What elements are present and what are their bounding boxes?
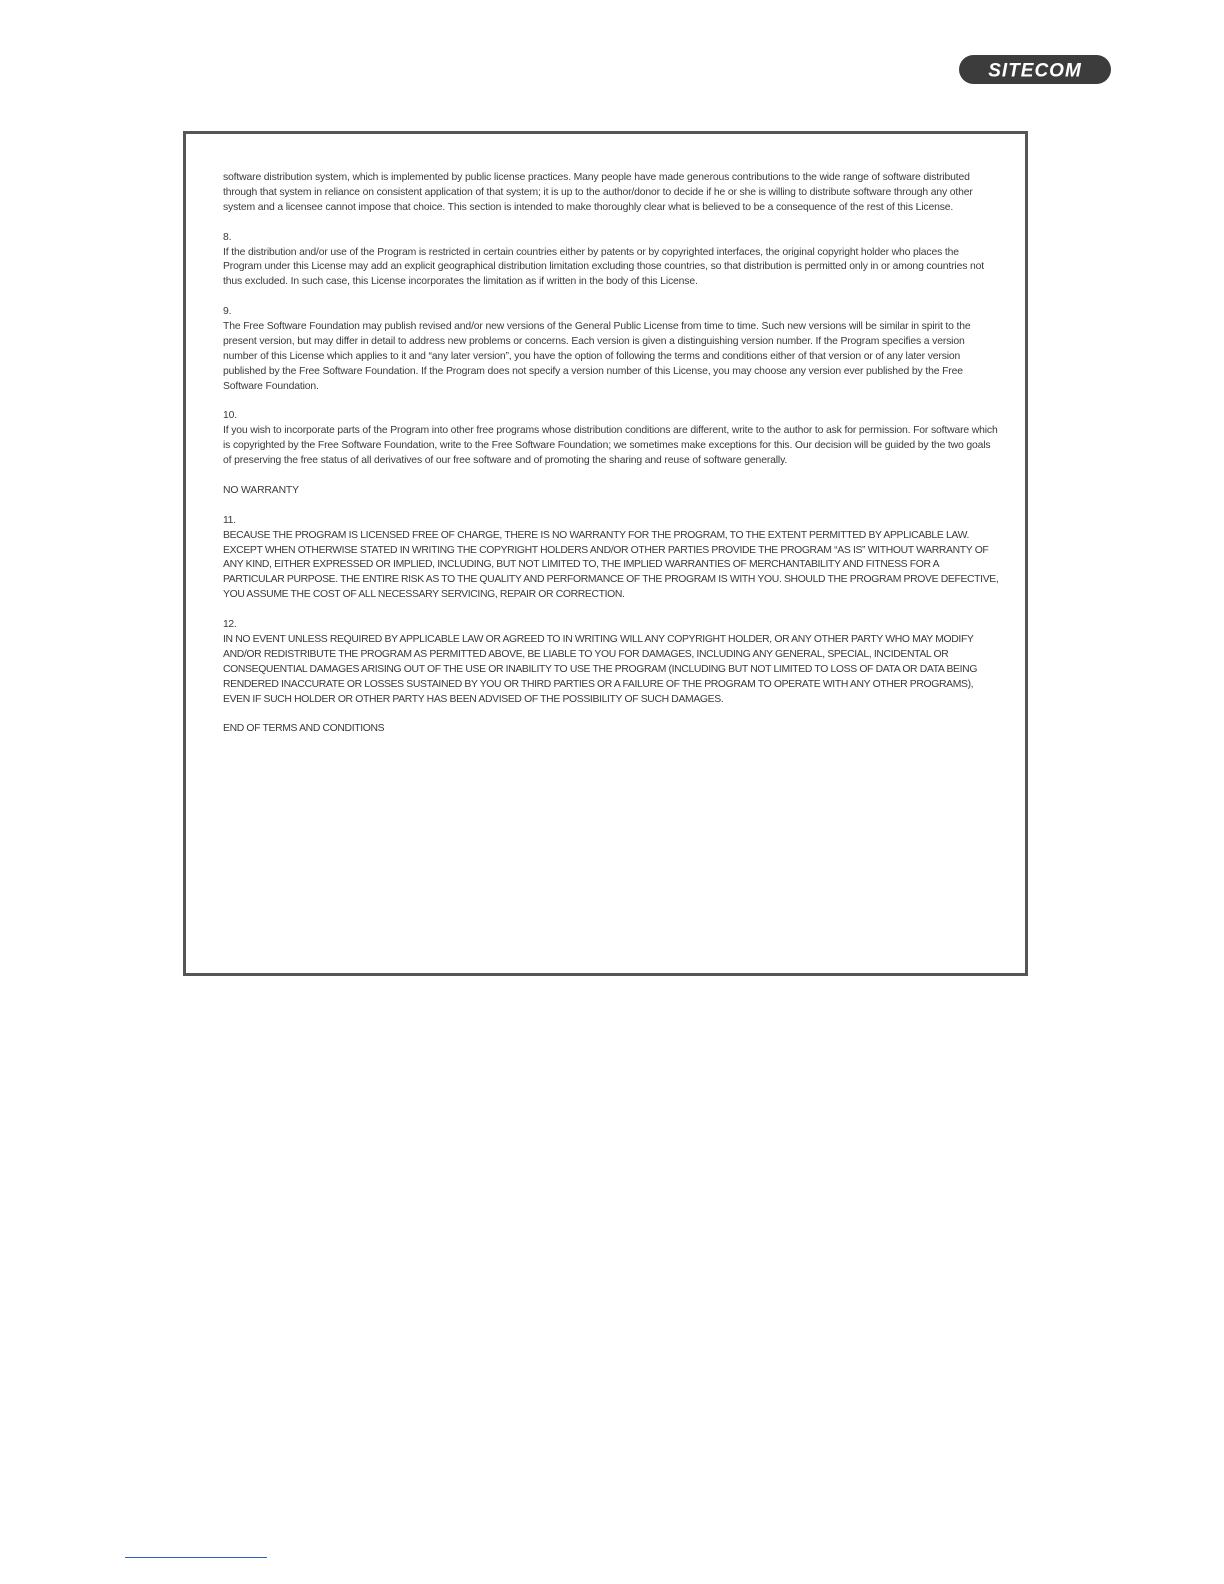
section-text: BECAUSE THE PROGRAM IS LICENSED FREE OF CHARGE, THERE IS NO WARRANTY FOR THE PROGRAM, TO THE EXTENT PERMITTED BY APPLICABLE LAW. EXCEPT WHEN OTHERWISE STATED IN WRITING THE COPYRIGHT HOLDERS AND/OR OTHER PARTIES PROVIDE THE PROGRAM “AS IS” WITHOUT WARRANTY OF ANY KIND, EITHER EXPRESSED OR IMPLIED, INCLUDING, BUT NOT LIMITED TO, THE IMPLIED WARRANTIES OF MERCHANTABILITY AND FITNESS FOR A PARTICULAR PURPOSE. THE ENTIRE RISK AS TO THE QUALITY AND PERFORMANCE OF THE PROGRAM IS WITH YOU. SHOULD THE PROGRAM PROVE DEFECTIVE, YOU ASSUME THE COST OF ALL NECESSARY SERVICING, REPAIR OR CORRECTION. bbox=[223, 529, 999, 601]
sitecom-logo bbox=[958, 54, 1112, 85]
heading-text: NO WARRANTY bbox=[223, 484, 299, 496]
license-section-12 bbox=[223, 618, 999, 707]
section-text: The Free Software Foundation may publish revised and/or new versions of the General Public License from time to time. Such new versions will be similar in spirit to the present version, but may differ in detail to address new problems or concerns. Each version is given a distinguishing version number. If the Program specifies a version number of this License which applies to it and “any later version”, you have the option of following the terms and conditions either of that version or of any later version published by the Free Software Foundation. If the Program does not specify a version number of this License, you may choose any version ever published by the Free Software Foundation. bbox=[223, 321, 971, 392]
license-section-11 bbox=[223, 514, 999, 603]
section-text: IN NO EVENT UNLESS REQUIRED BY APPLICABLE LAW OR AGREED TO IN WRITING WILL ANY COPYRIGHT HOLDER, OR ANY OTHER PARTY WHO MAY MODIFY AND/OR REDISTRIBUTE THE PROGRAM AS PERMITTED ABOVE, BE LIABLE TO YOU FOR DAMAGES, INCLUDING ANY GENERAL, SPECIAL, INCIDENTAL OR CONSEQUENTIAL DAMAGES ARISING OUT OF THE USE OR INABILITY TO USE THE PROGRAM (INCLUDING BUT NOT LIMITED TO LOSS OF DATA OR DATA BEING RENDERED INACCURATE OR LOSSES SUSTAINED BY YOU OR THIRD PARTIES OR A FAILURE OF THE PROGRAM TO OPERATE WITH ANY OTHER PROGRAMS), EVEN IF SUCH HOLDER OR OTHER PARTY HAS BEEN ADVISED OF THE POSSIBILITY OF SUCH DAMAGES. bbox=[223, 634, 978, 705]
logo-wordmark: SITECOM bbox=[988, 60, 1082, 82]
section-text: If you wish to incorporate parts of the Program into other free programs whose distribution conditions are different, write to the author to ask for permission. For software which is copyrighted by the Free Software Foundation, write to the Free Software Foundation; we sometimes make exceptions for this. Our decision will be guided by the two goals of preserving the free status of all derivatives of our free software and of promoting the sharing and reuse of software generally. bbox=[223, 425, 998, 467]
section-number: 8. bbox=[223, 231, 232, 243]
license-section-9 bbox=[223, 305, 999, 394]
license-text-box bbox=[183, 131, 1028, 976]
section-text: If the distribution and/or use of the Program is restricted in certain countries either by patents or by copyrighted interfaces, the original copyright holder who places the Program under this License may add an explicit geographical distribution limitation excluding those countries, so that distribution is permitted only in or among countries not thus excluded. In such case, this License incorporates the limitation as if written in the body of this License. bbox=[223, 246, 984, 288]
continuation-paragraph bbox=[223, 171, 999, 216]
section-number: 11. bbox=[223, 514, 236, 526]
license-section-10 bbox=[223, 409, 999, 469]
section-number: 10. bbox=[223, 410, 237, 422]
license-text-content bbox=[223, 171, 999, 752]
footer-rule bbox=[125, 1557, 267, 1558]
section-number: 9. bbox=[223, 306, 232, 318]
continuation-text: software distribution system, which is implemented by public license practices. Many people have made generous contributions to the wide range of software distributed through that system in reliance on consistent application of that system; it is up to the author/donor to decide if he or she is willing to distribute software through any other system and a licensee cannot impose that choice. This section is intended to make thoroughly clear what is believed to be a consequence of the rest of this License. bbox=[223, 172, 973, 213]
license-section-8 bbox=[223, 231, 999, 291]
no-warranty-heading bbox=[223, 484, 999, 499]
end-of-terms bbox=[223, 722, 999, 737]
section-number: 12. bbox=[223, 619, 237, 631]
end-text: END OF TERMS AND CONDITIONS bbox=[223, 723, 385, 735]
